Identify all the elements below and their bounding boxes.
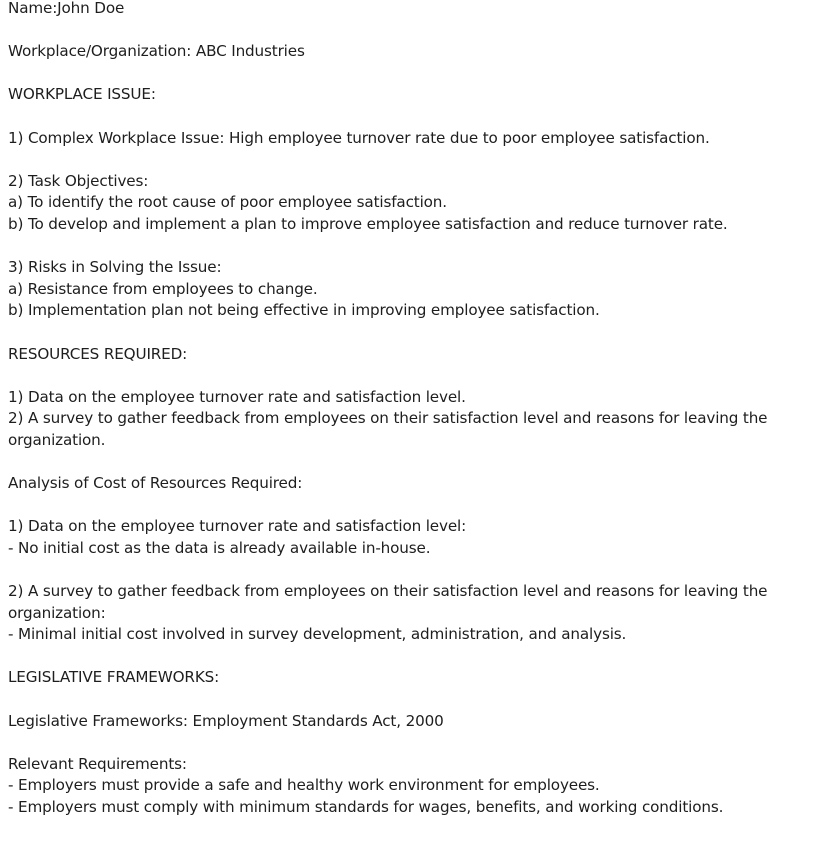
document-body bbox=[8, 0, 816, 819]
resource-item-1: 1) Data on the employee turnover rate and satisfaction level. bbox=[8, 387, 466, 406]
legislative-frameworks-line: Legislative Frameworks: Employment Standards Act, 2000 bbox=[8, 711, 444, 730]
blank-line bbox=[8, 149, 816, 171]
blank-line bbox=[8, 495, 816, 517]
risks-heading: 3) Risks in Solving the Issue: bbox=[8, 258, 222, 277]
risk-b: b) Implementation plan not being effective in improving employee satisfaction. bbox=[8, 301, 600, 320]
cost-item-1-title: 1) Data on the employee turnover rate and satisfaction level: bbox=[8, 517, 467, 536]
blank-line bbox=[8, 732, 816, 754]
objective-b: b) To develop and implement a plan to improve employee satisfaction and reduce turnover rate. bbox=[8, 214, 728, 233]
blank-line bbox=[8, 20, 816, 42]
requirements-heading: Relevant Requirements: bbox=[8, 754, 187, 773]
blank-line bbox=[8, 63, 816, 85]
cost-heading: Analysis of Cost of Resources Required: bbox=[8, 474, 303, 493]
cost-item-2-title: 2) A survey to gather feedback from employees on their satisfaction level and reasons for leaving the organization: bbox=[8, 582, 768, 622]
blank-line bbox=[8, 559, 816, 581]
legislative-heading: LEGISLATIVE FRAMEWORKS: bbox=[8, 668, 220, 687]
blank-line bbox=[8, 689, 816, 711]
name-line: Name:John Doe bbox=[8, 0, 125, 17]
workplace-issue-heading: WORKPLACE ISSUE: bbox=[8, 85, 156, 104]
workplace-line: Workplace/Organization: ABC Industries bbox=[8, 42, 305, 61]
blank-line bbox=[8, 451, 816, 473]
objectives-heading: 2) Task Objectives: bbox=[8, 171, 149, 190]
resources-heading: RESOURCES REQUIRED: bbox=[8, 344, 188, 363]
requirement-2: - Employers must comply with minimum standards for wages, benefits, and working conditions. bbox=[8, 797, 724, 816]
requirement-1: - Employers must provide a safe and healthy work environment for employees. bbox=[8, 776, 600, 795]
blank-line bbox=[8, 646, 816, 668]
risk-a: a) Resistance from employees to change. bbox=[8, 279, 318, 298]
cost-item-2-detail: - Minimal initial cost involved in survey development, administration, and analysis. bbox=[8, 625, 627, 644]
blank-line bbox=[8, 322, 816, 344]
complex-issue-line: 1) Complex Workplace Issue: High employee turnover rate due to poor employee satisfaction. bbox=[8, 128, 710, 147]
resource-item-2: 2) A survey to gather feedback from employees on their satisfaction level and reasons for leaving the organization. bbox=[8, 409, 768, 449]
objective-a: a) To identify the root cause of poor employee satisfaction. bbox=[8, 193, 447, 212]
cost-item-1-detail: - No initial cost as the data is already available in-house. bbox=[8, 538, 431, 557]
blank-line bbox=[8, 236, 816, 258]
blank-line bbox=[8, 365, 816, 387]
blank-line bbox=[8, 106, 816, 128]
